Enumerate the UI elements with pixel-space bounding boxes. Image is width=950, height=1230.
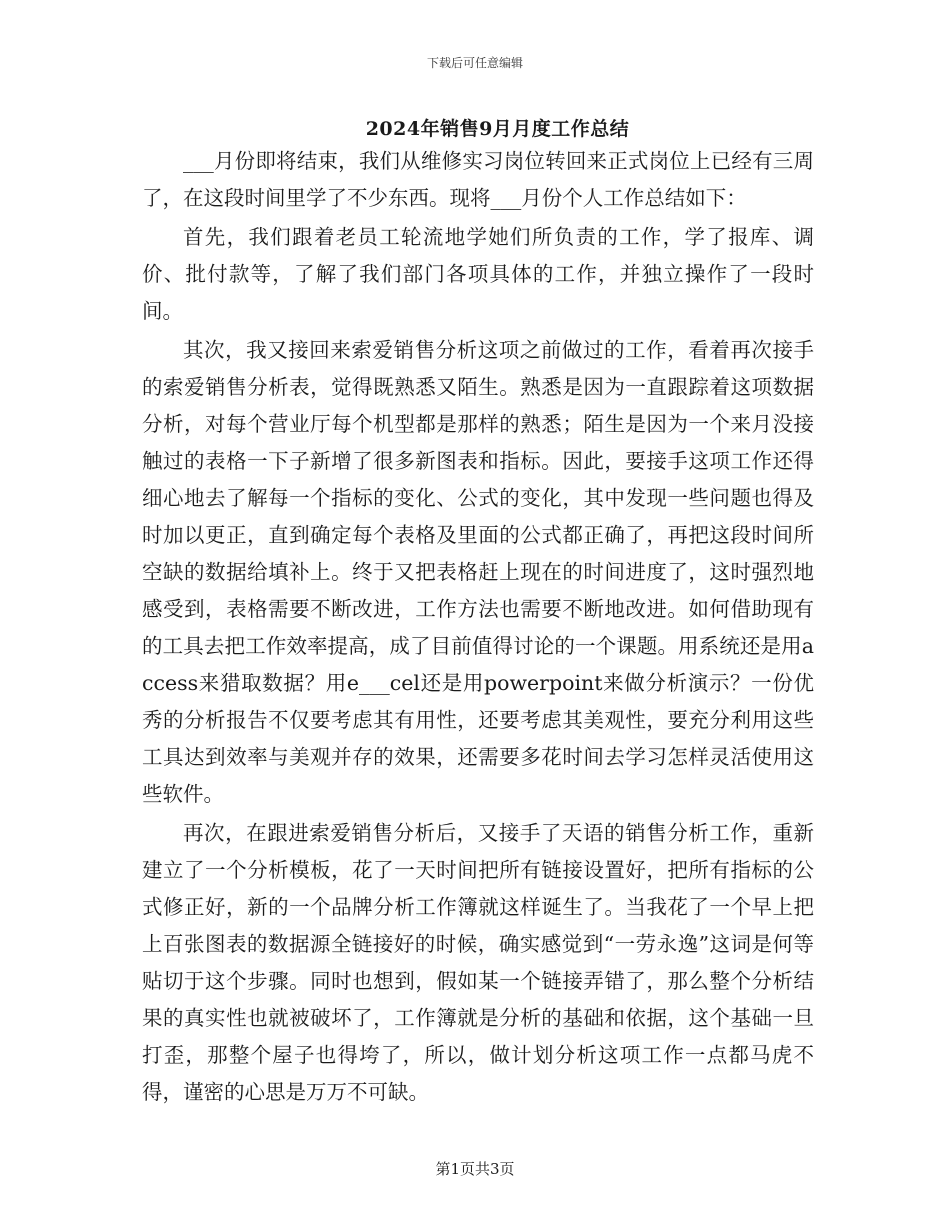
document-body bbox=[142, 143, 814, 1113]
paragraph: ___月份即将结束，我们从维修实习岗位转回来正式岗位上已经有三周了，在这段时间里学了不少东西。现将___月份个人工作总结如下： bbox=[142, 149, 814, 210]
page-footer: 第1页共3页 bbox=[435, 1160, 515, 1178]
document-title: 2024年销售9月月度工作总结 bbox=[365, 118, 630, 140]
header-note: 下载后可任意编辑 bbox=[426, 56, 523, 70]
paragraph: 再次，在跟进索爱销售分析后，又接手了天语的销售分析工作，重新建立了一个分析模板，花了一天时间把所有链接设置好，把所有指标的公式修正好，新的一个品牌分析工作簿就这样诞生了。当我花了一个早上把上百张图表的数据源全链接好的时候，确实感觉到“一劳永逸”这词是何等贴切于这个步骤。同时也想到，假如某一个链接弄错了，那么整个分析结果的真实性也就被破坏了，工作簿就是分析的基础和依据，这个基础一旦打歪，那整个屋子也得垮了，所以，做计划分析这项工作一点都马虎不得，谨密的心思是万万不可缺。 bbox=[142, 821, 814, 1104]
paragraph: 其次，我又接回来索爱销售分析这项之前做过的工作，看着再次接手的索爱销售分析表，觉得既熟悉又陌生。熟悉是因为一直跟踪着这项数据分析，对每个营业厅每个机型都是那样的熟悉；陌生是因为一个来月没接触过的表格一下子新增了很多新图表和指标。因此，要接手这项工作还得细心地去了解每一个指标的变化、公式的变化，其中发现一些问题也得及时加以更正，直到确定每个表格及里面的公式都正确了，再把这段时间所空缺的数据给填补上。终于又把表格赶上现在的时间进度了，这时强烈地感受到，表格需要不断改进，工作方法也需要不断地改进。如何借助现有的工具去把工作效率提高，成了目前值得讨论的一个课题。用系统还是用access来猎取数据？用e___cel还是用powerpoint来做分析演示？一份优秀的分析报告不仅要考虑其有用性，还要考虑其美观性，要充分利用这些工具达到效率与美观并存的效果，还需要多花时间去学习怎样灵活使用这些软件。 bbox=[142, 338, 814, 806]
paragraph: 首先，我们跟着老员工轮流地学她们所负责的工作，学了报库、调价、批付款等，了解了我们部门各项具体的工作，并独立操作了一段时间。 bbox=[142, 225, 814, 323]
